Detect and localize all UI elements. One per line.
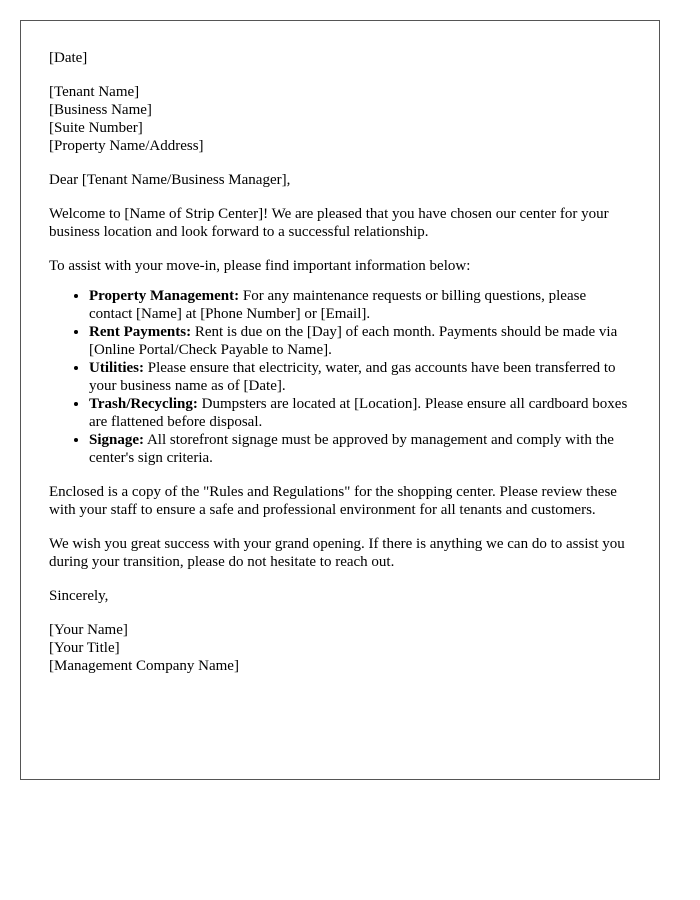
- signature-company: [Management Company Name]: [49, 658, 239, 674]
- closing-paragraph: We wish you great success with your grand opening. If there is anything we can do to assist you during your transition, please do not hesitate to reach out.: [49, 536, 625, 570]
- list-item-term: Utilities:: [89, 360, 144, 376]
- recipient-address: [49, 83, 631, 155]
- letter-page: [20, 20, 660, 780]
- list-item: [89, 323, 631, 359]
- list-item-text: Please ensure that electricity, water, and gas accounts have been transferred to your business name as of [Date].: [89, 360, 616, 394]
- list-item: [89, 359, 631, 395]
- enclosure-paragraph: Enclosed is a copy of the "Rules and Regulations" for the shopping center. Please review these with your staff to ensure a safe and professional environment for all tenants and customers.: [49, 484, 617, 518]
- list-item-term: Signage:: [89, 432, 145, 448]
- list-item: [89, 431, 631, 467]
- recipient-property: [Property Name/Address]: [49, 138, 204, 154]
- closing: Sincerely,: [49, 588, 109, 604]
- signature-title: [Your Title]: [49, 640, 120, 656]
- list-item-term: Property Management:: [89, 288, 240, 304]
- list-item-text: All storefront signage must be approved by management and comply with the center's sign criteria.: [89, 432, 614, 466]
- letter-date: [Date]: [49, 50, 88, 66]
- list-item: [89, 395, 631, 431]
- move-in-info-list: [49, 287, 631, 467]
- list-item-text: For any maintenance requests or billing questions, please contact [Name] at [Phone Number] or [Email].: [89, 288, 587, 322]
- recipient-tenant-name: [Tenant Name]: [49, 84, 140, 100]
- recipient-suite-number: [Suite Number]: [49, 120, 143, 136]
- signature-name: [Your Name]: [49, 622, 128, 638]
- recipient-business-name: [Business Name]: [49, 102, 152, 118]
- intro-paragraph: Welcome to [Name of Strip Center]! We are pleased that you have chosen our center for your business location and look forward to a successful relationship.: [49, 206, 609, 240]
- list-item-term: Trash/Recycling:: [89, 396, 198, 412]
- list-item: [89, 287, 631, 323]
- list-intro: To assist with your move-in, please find important information below:: [49, 258, 471, 274]
- signature-block: [49, 621, 631, 675]
- list-item-term: Rent Payments:: [89, 324, 192, 340]
- list-item-text: Dumpsters are located at [Location]. Please ensure all cardboard boxes are flattened before disposal.: [89, 396, 628, 430]
- list-item-text: Rent is due on the [Day] of each month. Payments should be made via [Online Portal/Check Payable to Name].: [89, 324, 618, 358]
- salutation: Dear [Tenant Name/Business Manager],: [49, 172, 291, 188]
- date-block: [49, 49, 631, 67]
